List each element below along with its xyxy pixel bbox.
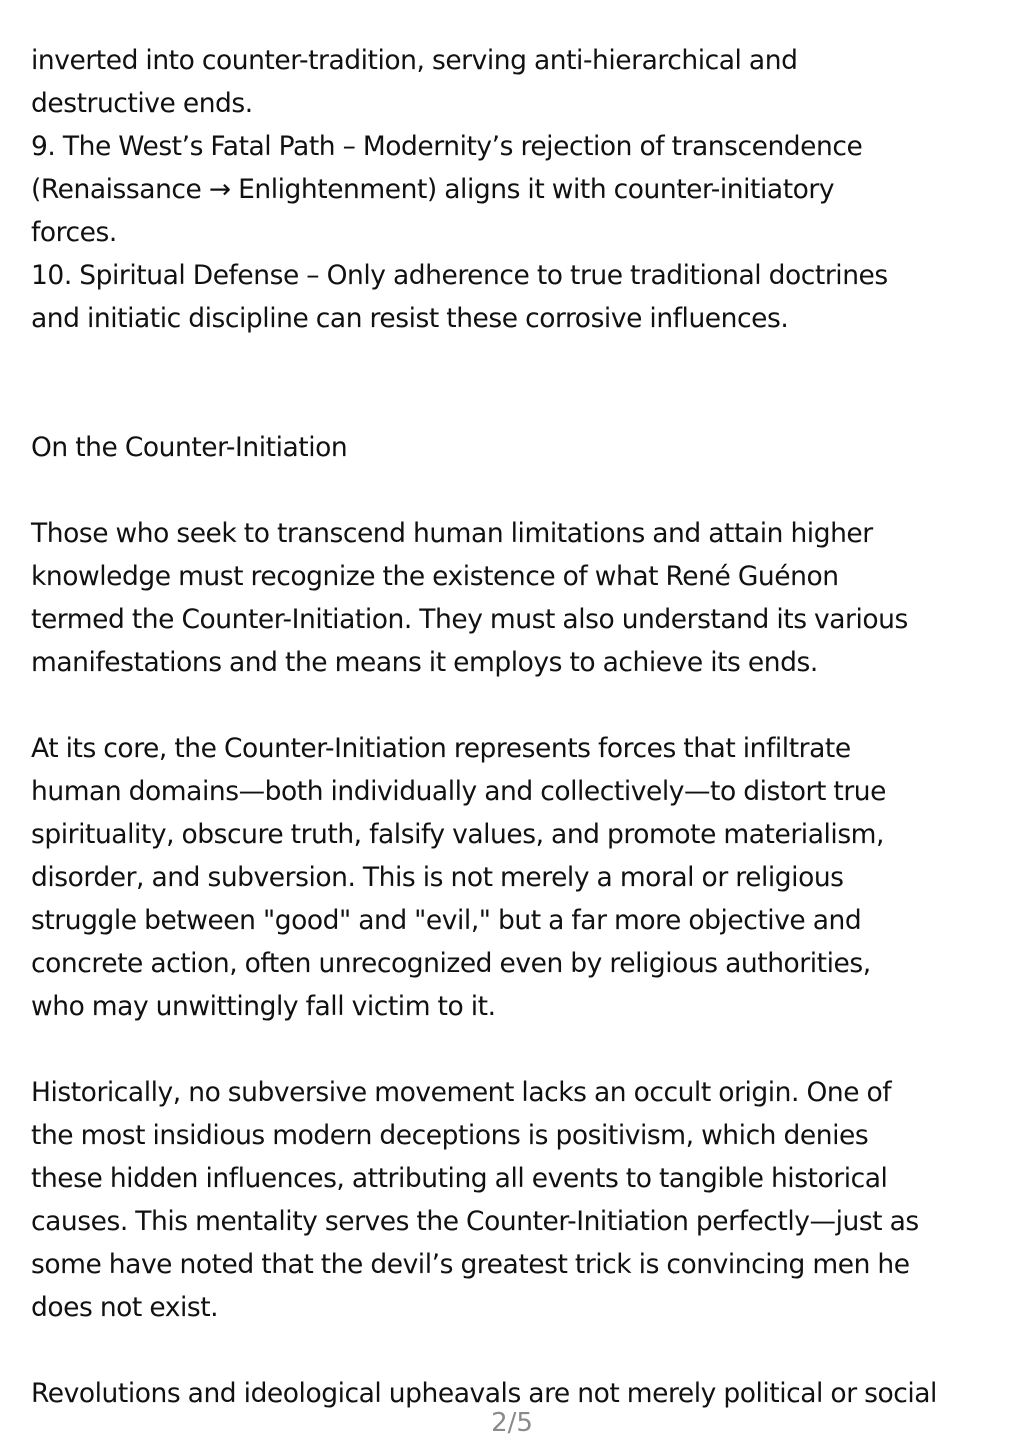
list-item-9 (31, 125, 1006, 254)
text-line: Revolutions and ideological upheavals are not merely political or social (31, 1378, 937, 1409)
text-line: 9. The West’s Fatal Path – Modernity’s rejection of transcendence (31, 131, 863, 162)
spacer (31, 684, 1006, 727)
text-line: does not exist. (31, 1292, 219, 1323)
paragraph-2 (31, 727, 1006, 1028)
text-line: inverted into counter-tradition, serving anti-hierarchical and (31, 45, 798, 76)
page-indicator: 2/5 (491, 1408, 533, 1438)
text-line: these hidden influences, attributing all events to tangible historical (31, 1163, 888, 1194)
text-line: disorder, and subversion. This is not merely a moral or religious (31, 862, 844, 893)
text-line: forces. (31, 217, 117, 248)
paragraph-1 (31, 512, 1006, 684)
section-heading: On the Counter-Initiation (31, 432, 348, 463)
text-line: concrete action, often unrecognized even by religious authorities, (31, 948, 871, 979)
text-line: causes. This mentality serves the Counter-Initiation perfectly—just as (31, 1206, 919, 1237)
document-page (31, 39, 1006, 1415)
text-line: termed the Counter-Initiation. They must also understand its various (31, 604, 908, 635)
text-line: and initiatic discipline can resist these corrosive influences. (31, 303, 789, 334)
text-line: knowledge must recognize the existence of what René Guénon (31, 561, 839, 592)
text-line: Those who seek to transcend human limitations and attain higher (31, 518, 873, 549)
text-line: the most insidious modern deceptions is positivism, which denies (31, 1120, 869, 1151)
spacer (31, 1028, 1006, 1071)
paragraph-3 (31, 1071, 1006, 1329)
text-line: Historically, no subversive movement lacks an occult origin. One of (31, 1077, 892, 1108)
text-line: spirituality, obscure truth, falsify values, and promote materialism, (31, 819, 885, 850)
spacer (31, 1329, 1006, 1372)
spacer (31, 469, 1006, 512)
intro-fragment (31, 39, 1006, 125)
spacer (31, 340, 1006, 426)
text-line: who may unwittingly fall victim to it. (31, 991, 496, 1022)
list-item-10 (31, 254, 1006, 340)
text-line: human domains—both individually and collectively—to distort true (31, 776, 886, 807)
text-line: (Renaissance → Enlightenment) aligns it with counter-initiatory (31, 174, 835, 205)
text-line: some have noted that the devil’s greatest trick is convincing men he (31, 1249, 910, 1280)
text-line: manifestations and the means it employs to achieve its ends. (31, 647, 818, 678)
text-line: destructive ends. (31, 88, 253, 119)
text-line: struggle between "good" and "evil," but a far more objective and (31, 905, 862, 936)
text-line: At its core, the Counter-Initiation represents forces that infiltrate (31, 733, 851, 764)
text-line: 10. Spiritual Defense – Only adherence to true traditional doctrines (31, 260, 888, 291)
